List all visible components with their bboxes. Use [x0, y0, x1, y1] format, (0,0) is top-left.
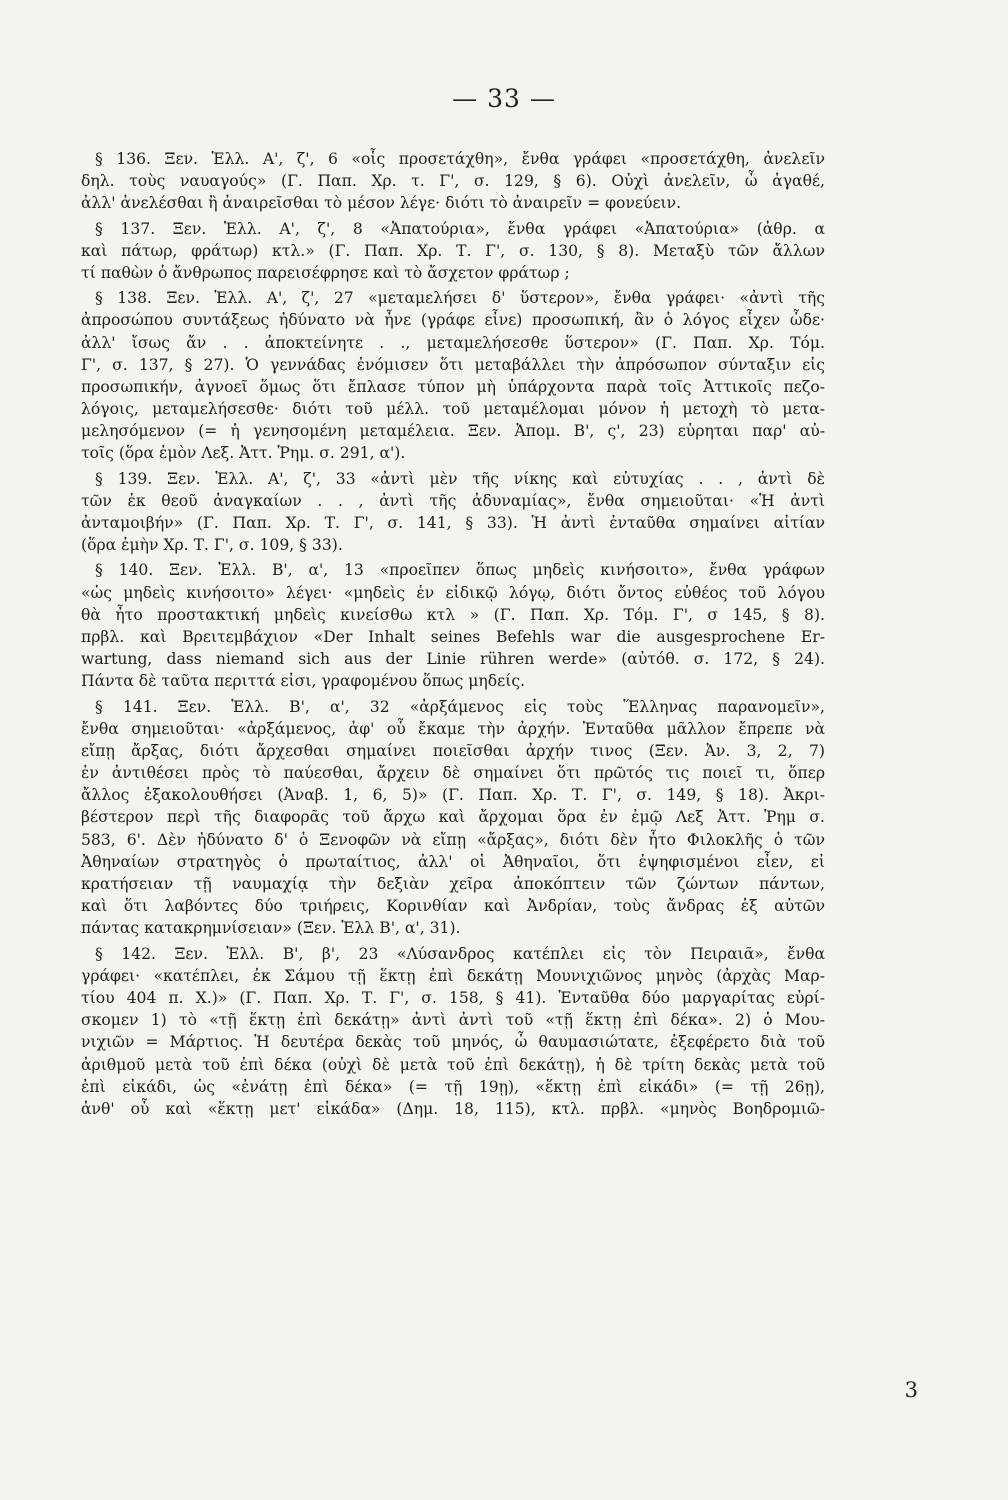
text-line: λόγοις, μεταμελήσεσθε· διότι τοῦ μέλλ. τοῦ μεταμέλομαι μόνον ἡ μετοχὴ τὸ μετα-	[81, 400, 825, 419]
text-line: Πάντα δὲ ταῦτα περιττά εἰσι, γραφομένου ὅπως μηδείς.	[81, 672, 526, 691]
page-number: — 33 —	[452, 84, 556, 113]
text-line: § 138. Ξεν. Ἑλλ. Α', ζ', 27 «μεταμελήσει δ' ὕστερον», ἔνθα γράφει· «ἀντὶ τῆς	[95, 289, 825, 308]
text-line: ἐπὶ εἰκάδι, ὡς «ἐνάτῃ ἐπὶ δέκα» (= τῇ 19ῃ), «ἕκτῃ ἐπὶ εἰκάδι» (= τῇ 26ῃ),	[81, 1077, 825, 1096]
text-line: προσωπικήν, ἀγνοεῖ ὅμως ὅτι ἔπλασε τύπον μὴ ὑπάρχοντα παρὰ τοῖς Ἀττικοῖς πεζο-	[81, 377, 825, 396]
text-line: δηλ. τοὺς ναυαγούς» (Γ. Παπ. Χρ. τ. Γ', σ. 129, § 6). Οὐχὶ ἀνελεῖν, ὦ ἀγαθέ,	[81, 172, 825, 191]
text-line: § 139. Ξεν. Ἑλλ. Α', ζ', 33 «ἀντὶ μὲν τῆς νίκης καὶ εὐτυχίας . . , ἀντὶ δὲ	[95, 469, 825, 488]
text-line: Γ', σ. 137, § 27). Ὁ γεννάδας ἐνόμισεν ὅτι μεταβάλλει τὴν ἀπρόσωπον σύνταξιν εἰς	[81, 355, 825, 374]
text-line: νιχιῶν = Μάρτιος. Ἡ δευτέρα δεκὰς τοῦ μηνός, ὦ θαυμασιώτατε, ἐξεφέρετο διὰ τοῦ	[81, 1033, 825, 1052]
text-line: γράφει· «κατέπλει, ἐκ Σάμου τῇ ἕκτῃ ἐπὶ δεκάτῃ Μουνιχιῶνος μηνὸς (ἀρχὰς Μαρ-	[81, 966, 825, 985]
text-line: wartung, dass niemand sich aus der Linie rühren werde» (αὐτόθ. σ. 172, § 24).	[81, 650, 825, 669]
text-line: § 140. Ξεν. Ἑλλ. Β', α', 13 «προεῖπεν ὅπως μηδεὶς κινήσοιτο», ἔνθα γράφων	[95, 561, 825, 580]
text-line: 583, 6'. Δὲν ἠδύνατο δ' ὁ Ξενοφῶν νὰ εἴπῃ «ἄρξας», διότι δὲν ἦτο Φιλοκλῆς ὁ τῶν	[81, 830, 825, 849]
text-line: ἀνθ' οὗ καὶ «ἕκτῃ μετ' εἰκάδα» (Δημ. 18, 115), κτλ. πρβλ. «μηνὸς Βοηδρομιῶ-	[81, 1099, 825, 1118]
text-line: τοῖς (ὅρα ἐμὸν Λεξ. Ἀττ. Ῥημ. σ. 291, α').	[81, 444, 406, 463]
text-line: πάντας κατακρημνίσειαν» (Ξεν. Ἑλλ Β', α', 31).	[81, 919, 461, 938]
text-line: ἀνταμοιβήν» (Γ. Παπ. Χρ. Τ. Γ', σ. 141, § 33). Ἡ ἀντὶ ἐνταῦθα σημαίνει αἰτίαν	[81, 514, 825, 532]
text-line: ἀλλ' ἀνελέσθαι ἢ ἀναιρεῖσθαι τὸ μέσον λέγε· διότι τὸ ἀναιρεῖν = φονεύειν.	[81, 194, 682, 213]
text-line: πρβλ. καὶ Βρειτεμβάχιον «Der Inhalt seines Befehls war die ausgesprochene Er-	[81, 627, 825, 646]
text-line: ἀλλ' ἴσως ἄν . . ἀποκτείνητε . ., μεταμελήσεσθε ὕστερον» (Γ. Παπ. Χρ. Τόμ.	[81, 333, 825, 352]
text-line: κρατήσειαν τῇ ναυμαχίᾳ τὴν δεξιὰν χεῖρα ἀποκόπτειν τῶν ζώντων πάντων,	[81, 875, 825, 893]
text-line: ἀπροσώπου συντάξεως ἠδύνατο νὰ ἦνε (γράφε εἶνε) προσωπική, ἂν ὁ λόγος εἶχεν ὧδε·	[81, 311, 825, 330]
text-line: βέστερον περὶ τῆς διαφορᾶς τοῦ ἄρχω καὶ ἄρχομαι ὅρα ἐν ἐμῷ Λεξ Ἀττ. Ῥημ σ.	[81, 808, 825, 827]
text-line: (ὅρα ἐμὴν Χρ. Τ. Γ', σ. 109, § 33).	[81, 536, 343, 555]
text-line: σκομεν 1) τὸ «τῇ ἕκτῃ ἐπὶ δεκάτῃ» ἀντὶ ἀντὶ τοῦ «τῇ ἕκτῃ ἐπὶ δέκα». 2) ὁ Μου-	[81, 1011, 825, 1030]
text-line: § 141. Ξεν. Ἑλλ. Β', α', 32 «ἀρξάμενος εἰς τοὺς Ἕλληνας παρανομεῖν»,	[95, 697, 825, 716]
text-line: Ἀθηναίων στρατηγὸς ὁ πρωταίτιος, ἀλλ' οἱ Ἀθηναῖοι, ὅτι ἐψηφισμένοι εἶεν, εἰ	[81, 852, 825, 871]
text-line: εἴπῃ ἄρξας, διότι ἄρχεσθαι σημαίνει ποιεῖσθαι ἀρχήν τινος (Ξεν. Ἀν. 3, 2, 7)	[81, 741, 825, 760]
text-line: ἐν ἀντιθέσει πρὸς τὸ παύεσθαι, ἄρχειν δὲ σημαίνει ὅτι πρῶτός τις ποιεῖ τι, ὅπερ	[81, 764, 825, 783]
text-line: καὶ πάτωρ, φράτωρ) κτλ.» (Γ. Παπ. Χρ. Τ. Γ', σ. 130, § 8). Μεταξὺ τῶν ἄλλων	[81, 241, 825, 260]
text-line: § 142. Ξεν. Ἑλλ. Β', β', 23 «Λύσανδρος κατέπλει εἰς τὸν Πειραιᾶ», ἔνθα	[95, 944, 825, 963]
text-line: μελησόμενον (= ἡ γενησομένη μεταμέλεια. Ξεν. Ἀπομ. Β', ς', 23) εὑρηται παρ' αὐ-	[81, 422, 825, 441]
text-line: § 137. Ξεν. Ἑλλ. Α', ζ', 8 «Ἀπατούρια», ἔνθα γράφει «Ἀπατούρια» (ἀθρ. α	[95, 219, 825, 238]
text-line: τίου 404 π. Χ.)» (Γ. Παπ. Χρ. Τ. Γ', σ. 158, § 41). Ἐνταῦθα δύο μαργαρίτας εὑρί-	[81, 988, 825, 1007]
text-line: ἀριθμοῦ μετὰ τοῦ ἐπὶ δέκα (οὐχὶ δὲ μετὰ τοῦ ἐπὶ δεκάτῃ), ἡ δὲ τρίτη δεκὰς μετὰ τοῦ	[81, 1055, 825, 1074]
text-line: τί παθὼν ὁ ἄνθρωπος παρεισέφρησε καὶ τὸ ἄσχετον φράτωρ ;	[81, 263, 570, 282]
text-line: θὰ ἦτο προστακτική μηδεὶς κινείσθω κτλ » (Γ. Παπ. Χρ. Τόμ. Γ', σ 145, § 8).	[81, 605, 825, 624]
text-line: § 136. Ξεν. Ἑλλ. Α', ζ', 6 «οἷς προσετάχθη», ἔνθα γράφει «προσετάχθη, ἀνελεῖν	[95, 150, 825, 168]
text-line: τῶν ἐκ θεοῦ ἀναγκαίων . . , ἀντὶ τῆς ἀδυναμίας», ἔνθα σημειοῦται· «Ἡ ἀντὶ	[81, 491, 825, 510]
text-line: ἄλλος ἐξακολουθήσει (Ἀναβ. 1, 6, 5)» (Γ. Παπ. Χρ. Τ. Γ', σ. 149, § 18). Ἀκρι-	[81, 786, 825, 805]
signature-mark: 3	[904, 1378, 918, 1402]
text-line: «ὡς μηδεὶς κινήσοιτο» λέγει· «μηδεὶς ἐν εἰδικῷ λόγῳ, διότι ὄντος εὐθέος τοῦ λόγου	[81, 583, 825, 602]
text-line: καὶ ὅτι λαβόντες δύο τριήρεις, Κορινθίαν καὶ Ἀνδρίαν, τοὺς ἄνδρας ἐξ αὐτῶν	[81, 897, 825, 916]
body-text	[81, 148, 825, 1120]
text-line: ἔνθα σημειοῦται· «ἀρξάμενος, ἀφ' οὗ ἔκαμε τὴν ἀρχήν. Ἐνταῦθα μᾶλλον ἔπρεπε νὰ	[81, 719, 825, 738]
